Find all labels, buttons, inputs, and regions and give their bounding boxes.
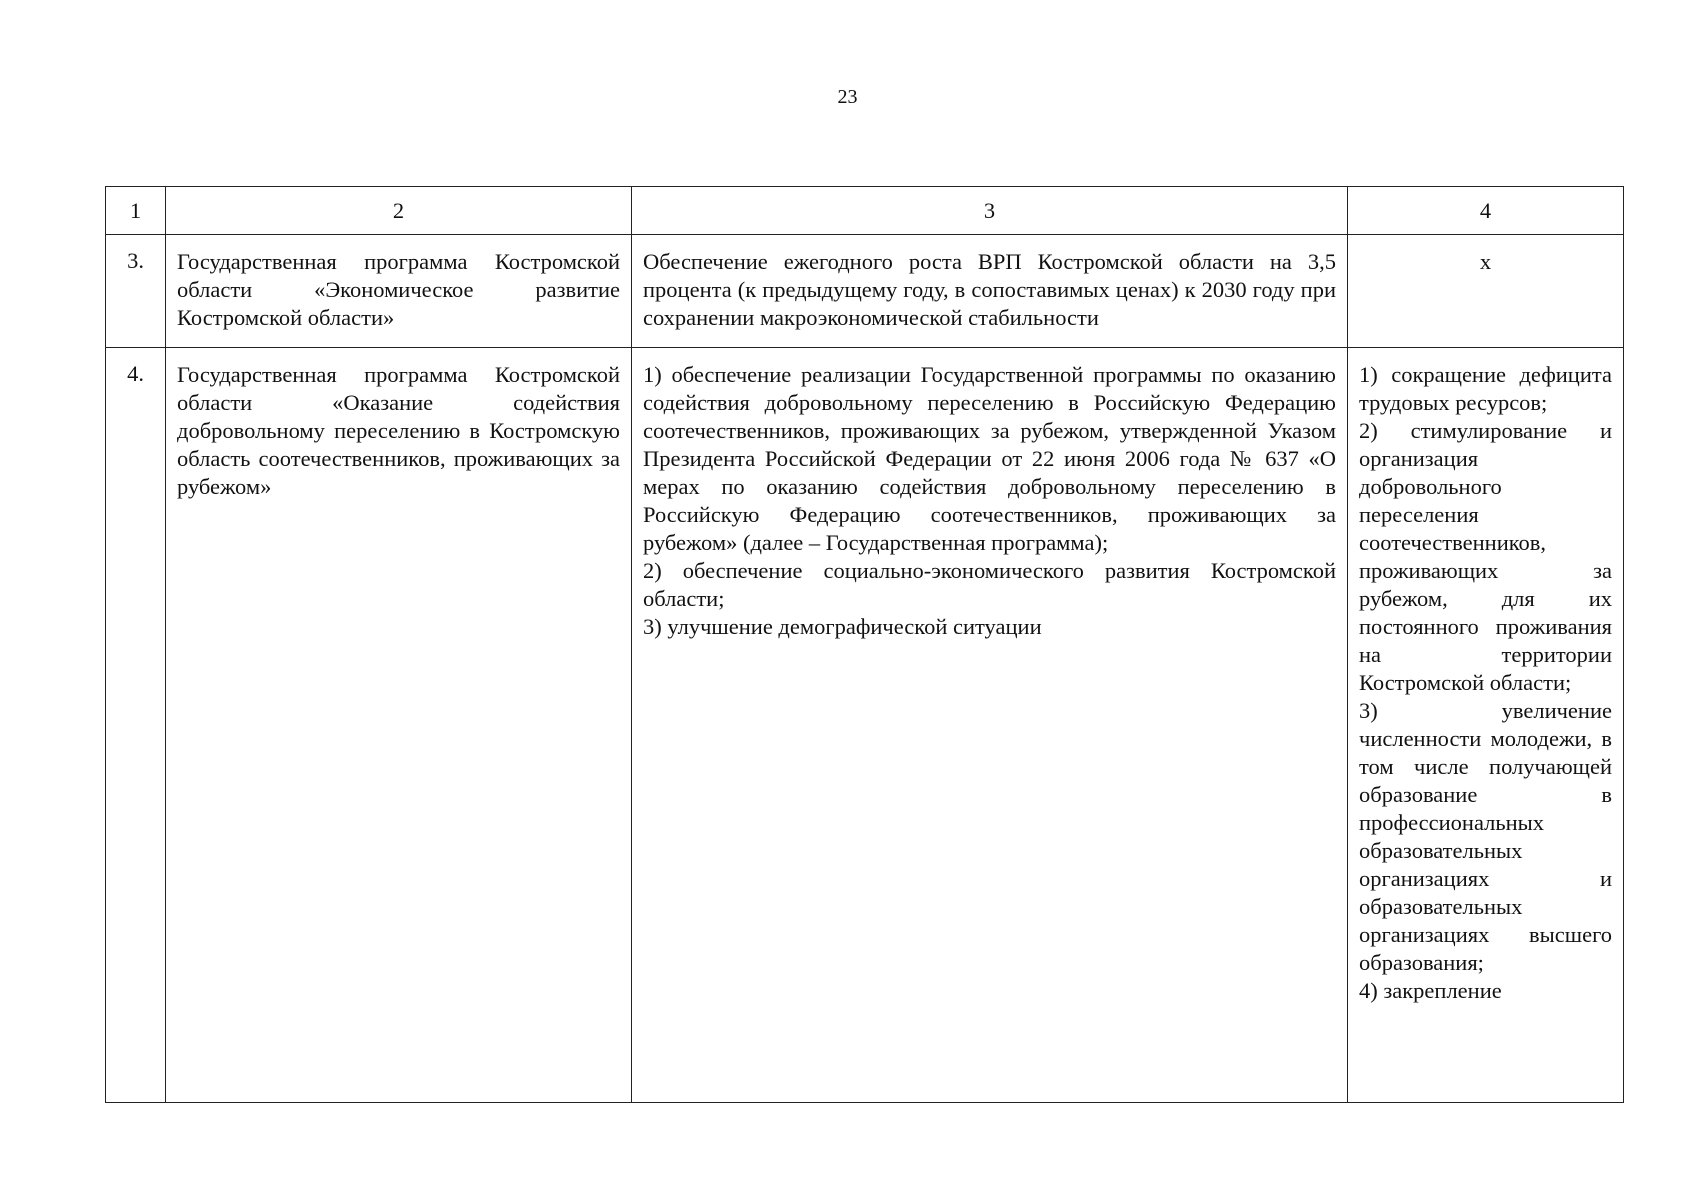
table-row: [106, 348, 1624, 1103]
header-col-1: 1: [106, 187, 166, 235]
header-col-3: 3: [632, 187, 1348, 235]
program-name: Государственная программа Костромской области «Оказание содействия добровольному переселению в Костромскую область соотечественников, проживающих за рубежом»: [166, 348, 632, 1103]
table-header-row: [106, 187, 1624, 235]
program-table: [105, 186, 1624, 1103]
row-number: 3.: [106, 235, 166, 348]
program-tasks: х: [1348, 235, 1624, 348]
header-col-2: 2: [166, 187, 632, 235]
program-goal: 1) обеспечение реализации Государственной программы по оказанию содействия добровольному переселению в Российскую Федерацию соотечественников, проживающих за рубежом, утвержденной Указом Президента Российской Федерации от 22 июня 2006 года № 637 «О мерах по оказанию содействия добровольному переселению в Российскую Федерацию соотечественников, проживающих за рубежом» (далее – Государственная программа); 2) обеспечение социально-экономического развития Костромской области; 3) улучшение демографической ситуации: [632, 348, 1348, 1103]
program-name: Государственная программа Костромской области «Экономическое развитие Костромской области»: [166, 235, 632, 348]
page-number: 23: [837, 86, 858, 108]
program-goal: Обеспечение ежегодного роста ВРП Костромской области на 3,5 процента (к предыдущему году, в сопоставимых ценах) к 2030 году при сохранении макроэкономической стабильности: [632, 235, 1348, 348]
header-col-4: 4: [1348, 187, 1624, 235]
row-number: 4.: [106, 348, 166, 1103]
table-row: [106, 235, 1624, 348]
program-tasks: 1) сокращение дефицита трудовых ресурсов; 2) стимулирование и организация добровольного переселения соотечественников, проживающих за рубежом, для их постоянного проживания на территории Костромской области; 3) увеличение численности молодежи, в том числе получающей образование в профессиональных образовательных организациях и образовательных организациях высшего образования; 4) закрепление: [1348, 348, 1624, 1103]
